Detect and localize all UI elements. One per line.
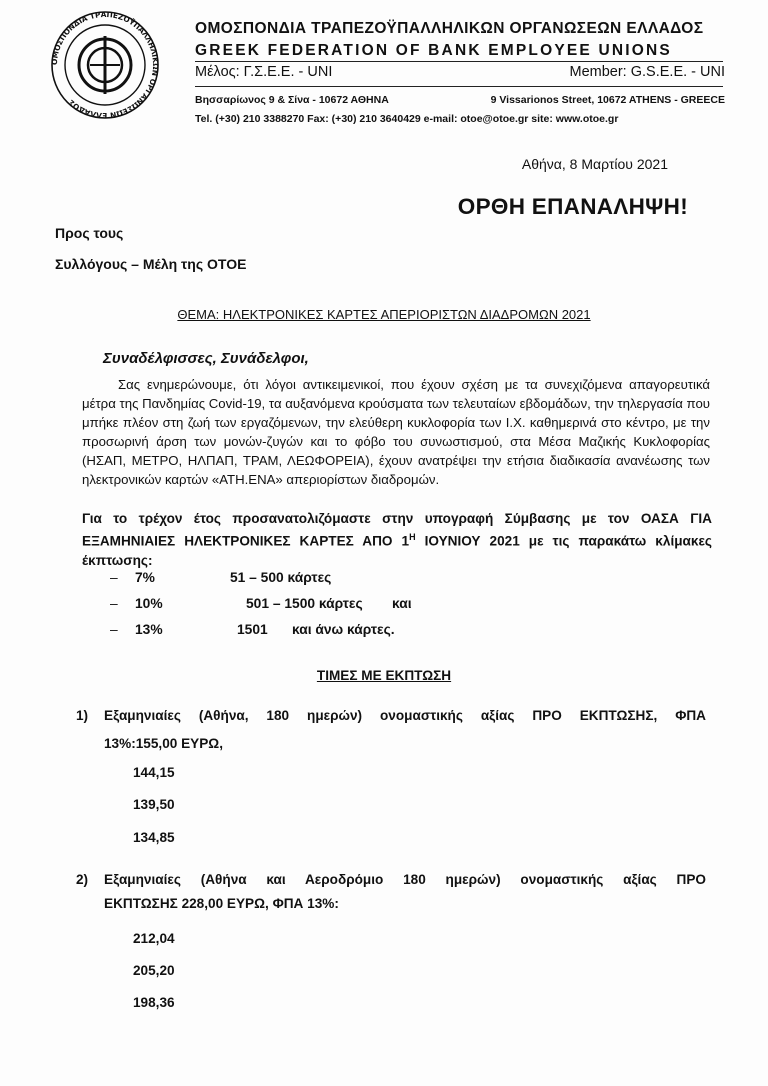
discounted-price: 212,04 bbox=[133, 931, 175, 946]
discounted-price: 134,85 bbox=[133, 830, 175, 845]
discount-intro-paragraph bbox=[82, 509, 712, 570]
membership-greek: Μέλος: Γ.Σ.Ε.Ε. - UNI bbox=[195, 64, 333, 80]
item-description: Εξαμηνιαίες (Αθήνα και Αεροδρόμιο 180 ημερών) ονομαστικής αξίας ΠΡΟ bbox=[104, 872, 706, 887]
discount-intro-text: Για το τρέχον έτος προσανατολιζόμαστε στην υπογραφή Σύμβασης με τον ΟΑΣΑ ΓΙΑ ΕΞΑΜΗΝΙΑΙΕΣ ΗΛΕΚΤΡΟΝΙΚΕΣ ΚΑΡΤΕΣ ΑΠΟ 1 bbox=[82, 511, 712, 549]
header-divider bbox=[195, 61, 723, 62]
tier-percent: 13% bbox=[135, 622, 163, 637]
tier-percent: 10% bbox=[135, 596, 163, 611]
tier-range: 501 – 1500 κάρτες bbox=[246, 596, 363, 611]
org-name-greek: ΟΜΟΣΠΟΝΔΙΑ ΤΡΑΠΕΖΟΫΠΑΛΛΗΛΙΚΩΝ ΟΡΓΑΝΩΣΕΩΝ ΕΛΛΑΔΟΣ bbox=[195, 20, 704, 37]
discount-intro-text-end: ΙΟΥΝΙΟΥ 2021 με τις παρακάτω κλίμακες έκπτωσης: bbox=[82, 533, 712, 568]
letter-date: Αθήνα, 8 Μαρτίου 2021 bbox=[521, 156, 668, 172]
body-paragraph: Σας ενημερώνουμε, ότι λόγοι αντικειμενικοί, που έχουν σχέση με τα συνεχιζόμενα απαγορευτικά μέτρα της Πανδημίας Covid-19, τα αυξανόμενα κρούσματα των τελευταίων εβδομάδων, την τηλεργασία που μπήκε πλέον στη ζωή των εργαζόμενων, την ελεύθερη κυκλοφορία των Ι.Χ. καθημερινά στο κέντρο, με την προσωρινή άρση των μονών-ζυγών και το φόβο του συνωστισμού, στα Μέσα Μαζικής Κυκλοφορίας (ΗΣΑΠ, ΜΕΤΡΟ, ΗΛΠΑΠ, ΤΡΑΜ, ΛΕΩΦΟΡΕΙΑ), έχουν ανατρέψει την ετήσια διαδικασία ανανέωσης των ηλεκτρονικών καρτών «ΑΤΗ.ΕΝΑ» απεριορίστων διαδρομών. bbox=[82, 377, 710, 487]
org-name-english: GREEK FEDERATION OF BANK EMPLOYEE UNIONS bbox=[195, 42, 672, 59]
greeting: Συναδέλφισσες, Συνάδελφοι, bbox=[103, 350, 309, 367]
discounted-price: 139,50 bbox=[133, 797, 175, 812]
address-line bbox=[195, 94, 725, 106]
item-description: Εξαμηνιαίες (Αθήνα, 180 ημερών) ονομαστικής αξίας ΠΡΟ ΕΚΠΤΩΣΗΣ, ΦΠΑ bbox=[104, 708, 706, 723]
price-item bbox=[76, 866, 706, 922]
item-description-cont: 13%:155,00 ΕΥΡΩ, bbox=[104, 736, 223, 751]
discounted-price: 198,36 bbox=[133, 995, 175, 1010]
tier-percent: 7% bbox=[135, 570, 155, 585]
address-greek: Βησσαρίωνος 9 & Σίνα - 10672 ΑΘΗΝΑ bbox=[195, 94, 389, 106]
tier-range: 1501 bbox=[237, 622, 268, 637]
seal-ring-text: ΟΜΟΣΠΟΝΔΙΑ ΤΡΑΠΕΖΟΫΠΑΛΛΗΛΙΚΩΝ ΟΡΓΑΝΩΣΕΩΝ ΕΛΛΑΔΟΣ bbox=[49, 10, 161, 120]
contact-line: Tel. (+30) 210 3388270 Fax: (+30) 210 3640429 e-mail: otoe@otoe.gr site: www.otoe.gr bbox=[195, 113, 619, 125]
bullet-dash: – bbox=[110, 570, 118, 585]
header-divider bbox=[195, 86, 723, 87]
federation-seal-logo bbox=[40, 10, 170, 120]
address-english: 9 Vissarionos Street, 10672 ATHENS - GREECE bbox=[490, 94, 725, 106]
discounted-price: 205,20 bbox=[133, 963, 175, 978]
bullet-dash: – bbox=[110, 622, 118, 637]
prices-heading: ΤΙΜΕΣ ΜΕ ΕΚΠΤΩΣΗ bbox=[316, 668, 452, 683]
item-number: 2) bbox=[76, 872, 89, 887]
price-item bbox=[76, 702, 706, 758]
tier-extra: και bbox=[392, 596, 412, 611]
item-description-cont: ΕΚΠΤΩΣΗΣ 228,00 ΕΥΡΩ, ΦΠΑ 13%: bbox=[104, 896, 339, 911]
tier-range: 51 – 500 κάρτες bbox=[230, 570, 332, 585]
bullet-dash: – bbox=[110, 596, 118, 611]
discounted-price: 144,15 bbox=[133, 765, 175, 780]
membership-english: Member: G.S.E.E. - UNI bbox=[569, 64, 725, 80]
recipient-label: Προς τους bbox=[55, 225, 124, 241]
date-superscript: Η bbox=[409, 532, 416, 542]
item-number: 1) bbox=[76, 708, 89, 723]
recipient-name: Συλλόγους – Μέλη της ΟΤΟΕ bbox=[55, 256, 247, 272]
membership-line bbox=[195, 64, 725, 80]
correction-notice: ΟΡΘΗ ΕΠΑΝΑΛΗΨΗ! bbox=[457, 194, 688, 219]
tier-extra: και άνω κάρτες. bbox=[292, 622, 395, 637]
subject-line: ΘΕΜΑ: ΗΛΕΚΤΡΟΝΙΚΕΣ ΚΑΡΤΕΣ ΑΠΕΡΙΟΡΙΣΤΩΝ ΔΙΑΔΡΟΜΩΝ 2021 bbox=[177, 307, 591, 322]
